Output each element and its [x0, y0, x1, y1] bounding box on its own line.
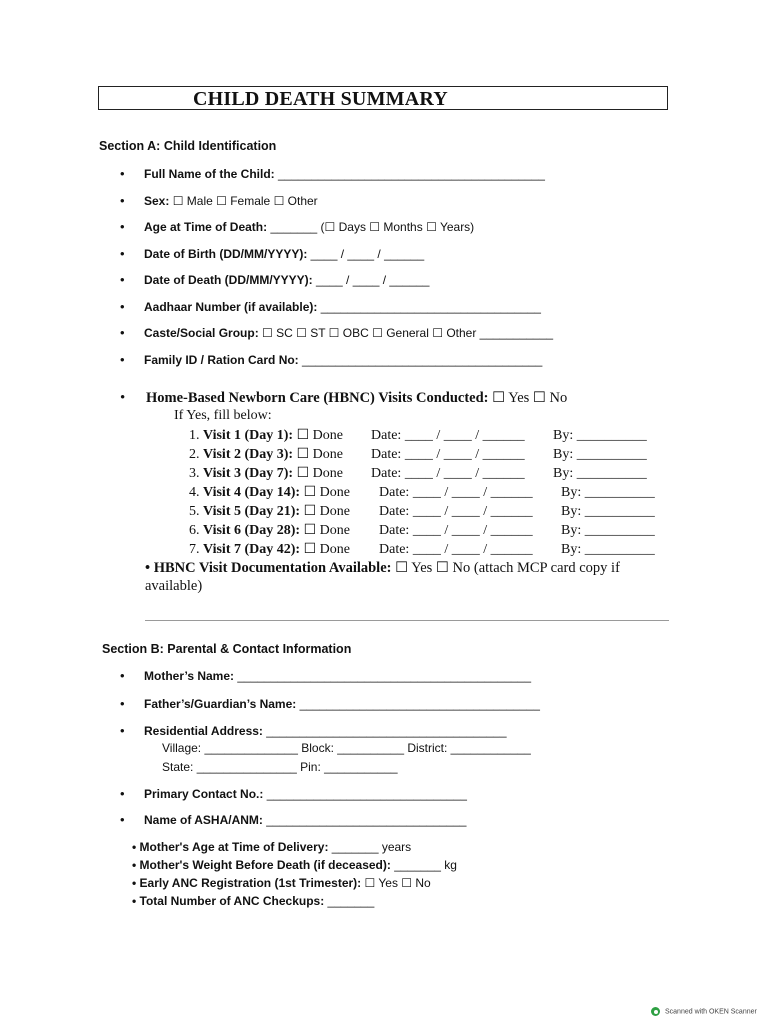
- bullet-icon: •: [120, 298, 125, 314]
- hbnc-documentation-field[interactable]: [145, 559, 665, 595]
- field-label: Caste/Social Group:: [144, 326, 259, 340]
- scanner-text: Scanned with OKEN Scanner: [665, 1008, 757, 1016]
- visit-date[interactable]: Date: ____ / ____ / ______: [371, 428, 525, 443]
- visit-by[interactable]: By: __________: [553, 447, 647, 462]
- bullet-icon: •: [120, 351, 125, 367]
- visit-done-checkbox[interactable]: ☐ Done: [300, 542, 350, 557]
- visit-done-checkbox[interactable]: ☐ Done: [300, 485, 350, 500]
- village-block-district-line[interactable]: Village: ______________ Block: __________ District: ____________: [162, 741, 531, 755]
- bullet-icon: •: [120, 219, 125, 234]
- field-label: Mother’s Name:: [144, 669, 235, 683]
- early-anc-field[interactable]: [132, 874, 457, 892]
- field-blank[interactable]: ____________________________________: [262, 724, 507, 738]
- field-blank[interactable]: ____________________________________: [296, 697, 540, 711]
- visit-label: Visit 2 (Day 3):: [203, 447, 294, 462]
- field-blank[interactable]: _______ years: [328, 840, 412, 854]
- age-checkboxes[interactable]: _______ (☐ Days ☐ Months ☐ Years): [267, 220, 475, 234]
- maternal-info-list: [132, 838, 457, 910]
- field-label: Father’s/Guardian’s Name:: [144, 697, 297, 711]
- visit-date[interactable]: Date: ____ / ____ / ______: [371, 447, 525, 462]
- field-blank[interactable]: ______________________________: [263, 787, 467, 801]
- bullet-icon: •: [120, 192, 125, 208]
- state-pin-line[interactable]: State: _______________ Pin: ___________: [162, 760, 398, 774]
- section-divider: [145, 620, 669, 621]
- visit-label: Visit 3 (Day 7):: [203, 466, 294, 481]
- hbnc-doc-checkboxes[interactable]: ☐ Yes ☐ No (attach MCP card copy if available): [145, 560, 620, 594]
- bullet-icon: •: [120, 786, 125, 801]
- visit-date[interactable]: Date: ____ / ____ / ______: [379, 485, 533, 500]
- hbnc-if-yes: If Yes, fill below:: [174, 408, 272, 423]
- bullet-icon: •: [120, 812, 125, 827]
- visit-done-checkbox[interactable]: ☐ Done: [293, 466, 343, 481]
- field-label: • Early ANC Registration (1st Trimester):: [132, 876, 362, 890]
- visit-date[interactable]: Date: ____ / ____ / ______: [379, 523, 533, 538]
- page-title: CHILD DEATH SUMMARY: [193, 88, 448, 110]
- visit-by[interactable]: By: __________: [553, 466, 647, 481]
- field-label: Date of Birth (DD/MM/YYYY):: [144, 246, 308, 261]
- visit-done-checkbox[interactable]: ☐ Done: [293, 447, 343, 462]
- field-blank[interactable]: ____ / ____ / ______: [312, 273, 430, 287]
- field-label: Family ID / Ration Card No:: [144, 352, 299, 367]
- mother-age-field[interactable]: [132, 838, 457, 856]
- anc-checkboxes[interactable]: ☐ Yes ☐ No: [361, 876, 431, 890]
- visit-done-checkbox[interactable]: ☐ Done: [293, 428, 343, 443]
- scanner-watermark: [651, 1007, 757, 1016]
- field-label: Full Name of the Child:: [144, 167, 275, 181]
- visit-by[interactable]: By: __________: [561, 523, 655, 538]
- field-blank[interactable]: ________________________________________: [274, 167, 545, 181]
- mother-weight-field[interactable]: [132, 856, 457, 874]
- bullet-icon: •: [120, 166, 125, 181]
- field-blank[interactable]: _________________________________: [317, 299, 541, 314]
- visit-done-checkbox[interactable]: ☐ Done: [300, 523, 350, 538]
- visit-done-checkbox[interactable]: ☐ Done: [300, 504, 350, 519]
- bullet-icon: •: [120, 668, 125, 683]
- field-blank[interactable]: ____ / ____ / ______: [307, 246, 425, 261]
- visit-by[interactable]: By: __________: [561, 504, 655, 519]
- visit-by[interactable]: By: __________: [553, 428, 647, 443]
- bullet-icon: •: [120, 696, 125, 711]
- visit-label: Visit 4 (Day 14):: [203, 485, 301, 500]
- visit-label: Visit 7 (Day 42):: [203, 542, 301, 557]
- caste-checkboxes[interactable]: ☐ SC ☐ ST ☐ OBC ☐ General ☐ Other ___________: [258, 326, 554, 340]
- bullet-icon: •: [120, 245, 125, 261]
- field-blank[interactable]: _______ kg: [390, 858, 457, 872]
- field-label: Name of ASHA/ANM:: [144, 813, 263, 827]
- hbnc-checkboxes[interactable]: ☐ Yes ☐ No: [488, 390, 568, 406]
- section-a-heading: Section A: Child Identification: [99, 139, 277, 153]
- field-blank[interactable]: ____________________________________________: [234, 669, 532, 683]
- visit-date[interactable]: Date: ____ / ____ / ______: [379, 504, 533, 519]
- field-blank[interactable]: ______________________________: [262, 813, 467, 827]
- field-label: Aadhaar Number (if available):: [144, 299, 318, 314]
- bullet-icon: •: [120, 272, 125, 287]
- title-box: [98, 86, 668, 110]
- visit-date[interactable]: Date: ____ / ____ / ______: [371, 466, 525, 481]
- visit-label: Visit 5 (Day 21):: [203, 504, 301, 519]
- anc-checkups-field[interactable]: [132, 892, 457, 910]
- hbnc-label: Home-Based Newborn Care (HBNC) Visits Conducted:: [146, 390, 489, 406]
- field-label: Date of Death (DD/MM/YYYY):: [144, 273, 313, 287]
- bullet-icon: •: [120, 390, 126, 406]
- visit-by[interactable]: By: __________: [561, 542, 655, 557]
- visit-date[interactable]: Date: ____ / ____ / ______: [379, 542, 533, 557]
- section-b-heading: Section B: Parental & Contact Information: [102, 642, 352, 656]
- field-blank[interactable]: ____________________________________: [298, 352, 543, 367]
- field-label: • Mother's Age at Time of Delivery:: [132, 840, 329, 854]
- field-label: • Mother's Weight Before Death (if deceased):: [132, 858, 391, 872]
- visit-by[interactable]: By: __________: [561, 485, 655, 500]
- field-label: Residential Address:: [144, 724, 263, 738]
- bullet-icon: •: [120, 325, 125, 340]
- field-label: Primary Contact No.:: [144, 787, 264, 801]
- hbnc-doc-label: • HBNC Visit Documentation Available:: [145, 560, 392, 576]
- field-label: Sex:: [144, 193, 170, 208]
- oken-scanner-icon: [651, 1007, 660, 1016]
- field-label: Age at Time of Death:: [144, 220, 268, 234]
- field-blank[interactable]: _______: [324, 894, 375, 908]
- visit-label: Visit 1 (Day 1):: [203, 428, 294, 443]
- sex-checkboxes[interactable]: ☐ Male ☐ Female ☐ Other: [169, 193, 318, 208]
- field-label: • Total Number of ANC Checkups:: [132, 894, 325, 908]
- bullet-icon: •: [120, 723, 125, 738]
- visit-label: Visit 6 (Day 28):: [203, 523, 301, 538]
